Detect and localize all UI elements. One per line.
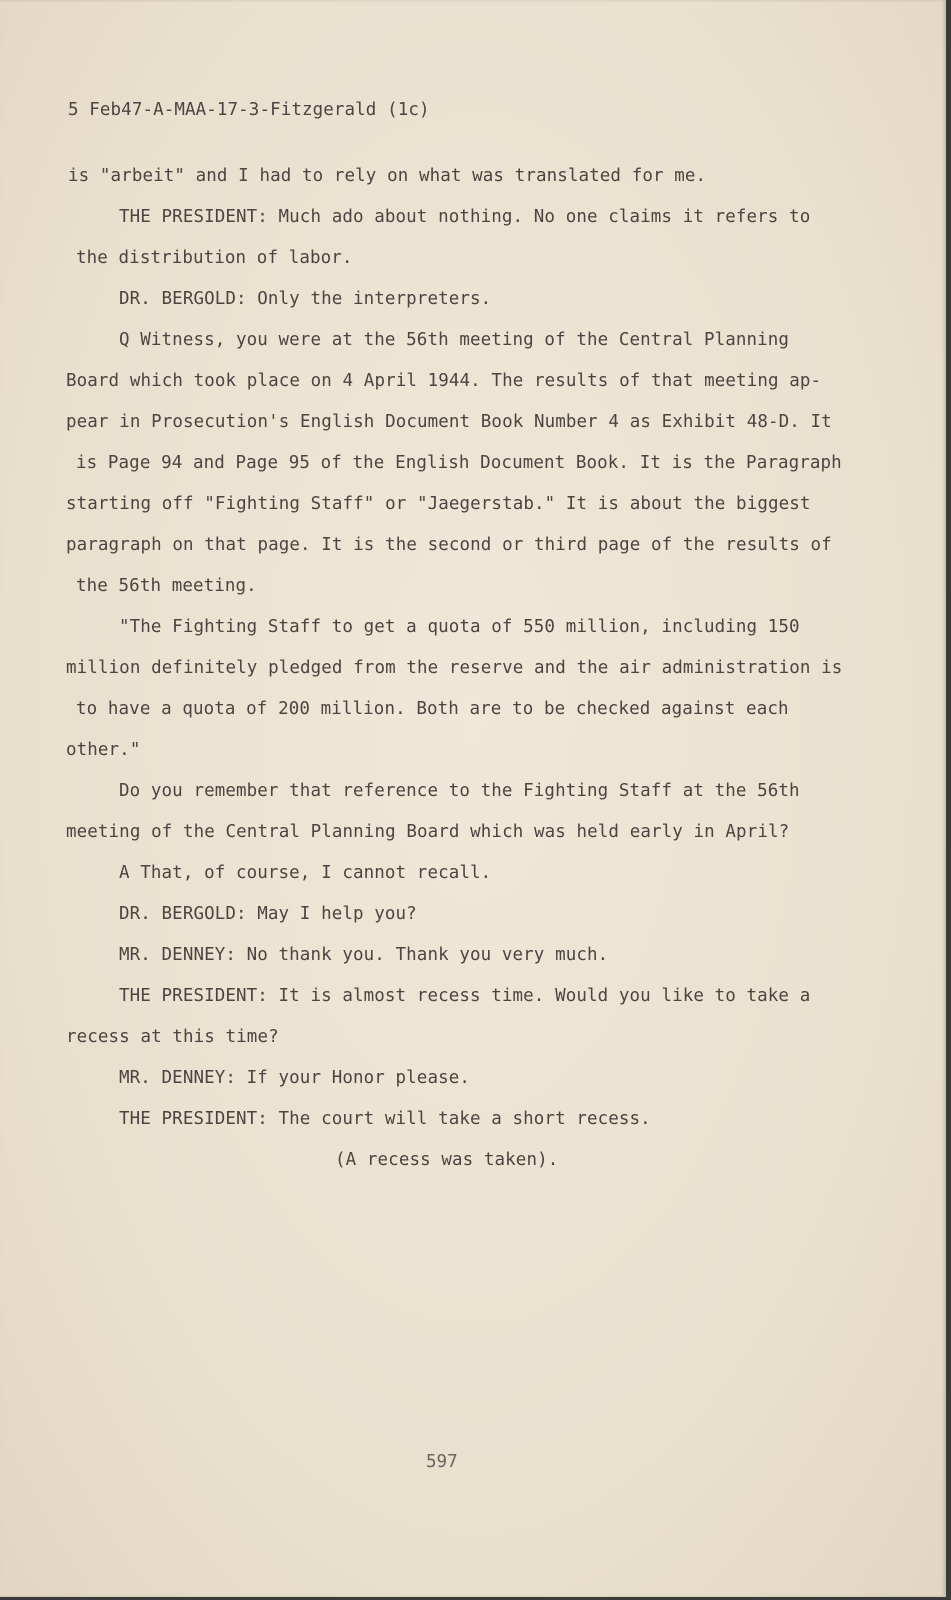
text-line: Q Witness, you were at the 56th meeting of the Central Planning — [119, 330, 790, 350]
text-line: the distribution of labor. — [76, 248, 353, 268]
text-line: meeting of the Central Planning Board which was held early in April? — [66, 822, 790, 842]
text-line: A That, of course, I cannot recall. — [119, 863, 492, 883]
text-line: THE PRESIDENT: Much ado about nothing. No one claims it refers to — [119, 207, 811, 227]
text-line: starting off "Fighting Staff" or "Jaegerstab." It is about the biggest — [66, 494, 811, 514]
text-line: MR. DENNEY: If your Honor please. — [119, 1068, 470, 1088]
text-line: (A recess was taken). — [335, 1150, 559, 1170]
text-line: pear in Prosecution's English Document Book Number 4 as Exhibit 48-D. It — [66, 412, 832, 432]
text-line: is Page 94 and Page 95 of the English Document Book. It is the Paragraph — [76, 453, 842, 473]
text-line: DR. BERGOLD: May I help you? — [119, 904, 417, 924]
text-line: MR. DENNEY: No thank you. Thank you very much. — [119, 945, 609, 965]
page-number: 597 — [426, 1452, 458, 1472]
text-line: million definitely pledged from the reserve and the air administration is — [66, 658, 843, 678]
text-line: DR. BERGOLD: Only the interpreters. — [119, 289, 492, 309]
document-header: 5 Feb47-A-MAA-17-3-Fitzgerald (1c) — [68, 100, 430, 120]
text-line: THE PRESIDENT: The court will take a short recess. — [119, 1109, 651, 1129]
text-line: other." — [66, 740, 141, 760]
text-line: Board which took place on 4 April 1944. The results of that meeting ap- — [66, 371, 822, 391]
text-line: paragraph on that page. It is the second or third page of the results of — [66, 535, 832, 555]
text-line: to have a quota of 200 million. Both are to be checked against each — [76, 699, 789, 719]
text-line: recess at this time? — [66, 1027, 279, 1047]
text-line: is "arbeit" and I had to rely on what was translated for me. — [68, 166, 707, 186]
text-line: the 56th meeting. — [76, 576, 257, 596]
text-line: "The Fighting Staff to get a quota of 550 million, including 150 — [119, 617, 800, 637]
text-line: Do you remember that reference to the Fighting Staff at the 56th — [119, 781, 800, 801]
text-line: THE PRESIDENT: It is almost recess time. Would you like to take a — [119, 986, 811, 1006]
